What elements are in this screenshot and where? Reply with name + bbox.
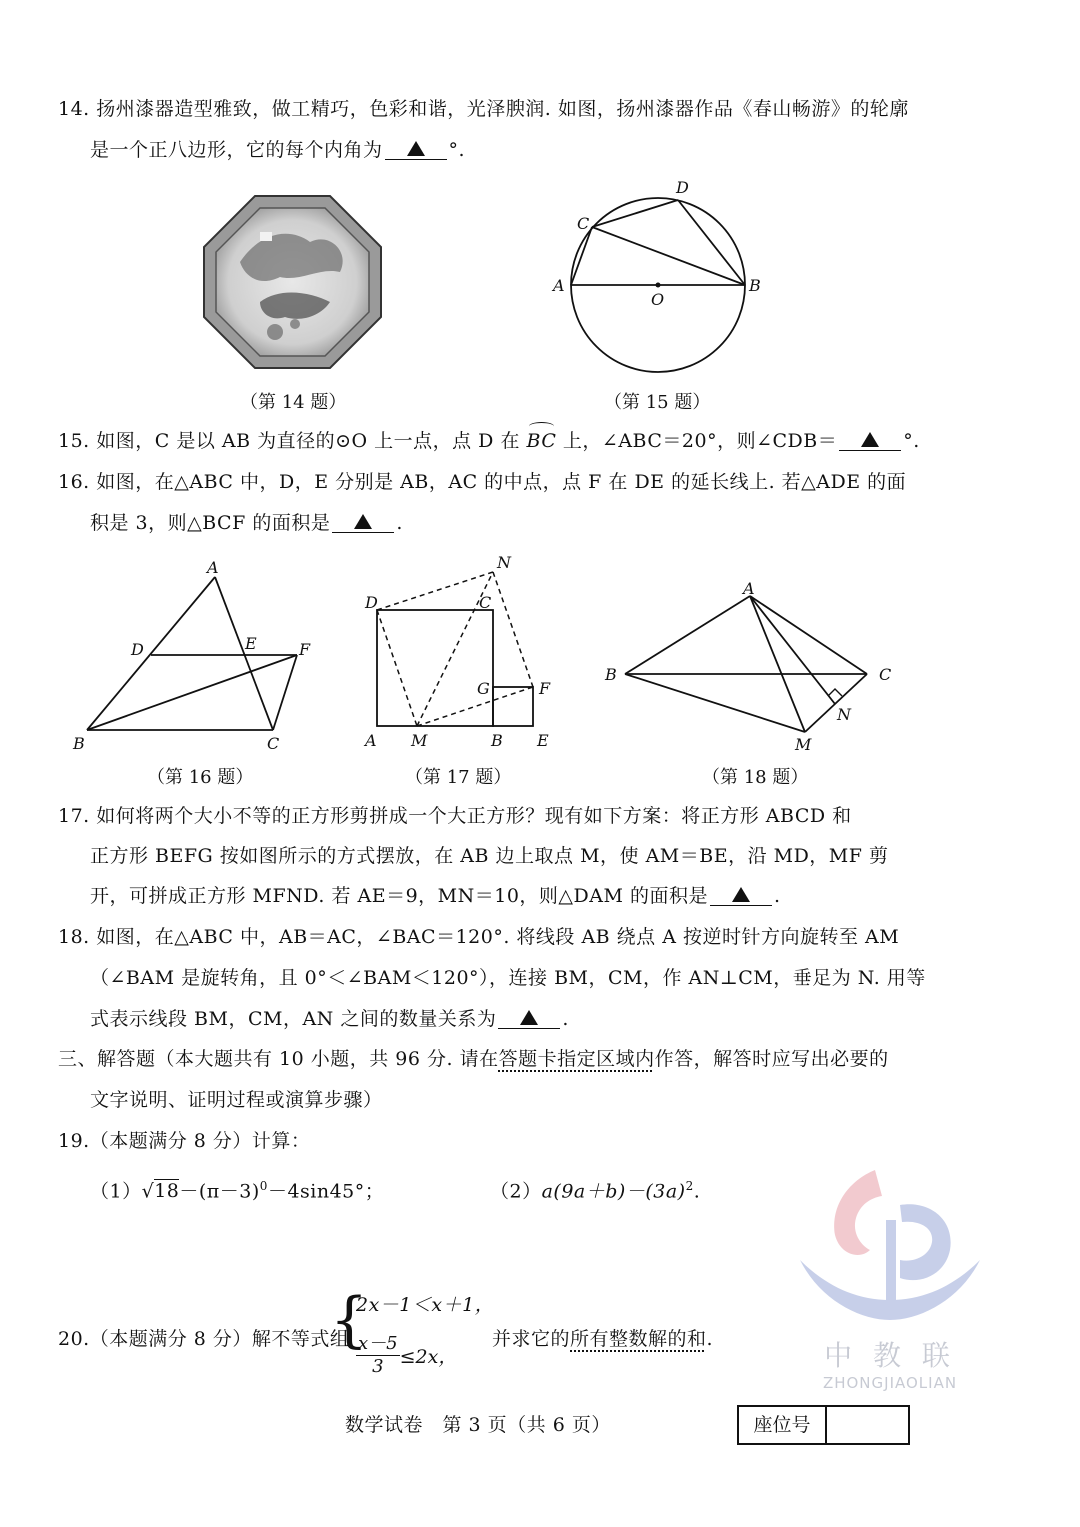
- q19-p1-tail: －4sin45°；: [267, 1180, 385, 1203]
- section3-line2: 文字说明、证明过程或演算步骤）: [90, 1089, 383, 1111]
- triangle-icon: [861, 432, 879, 447]
- triangle-figure-16: [65, 555, 325, 755]
- section3-emphasis: 答题卡指定区域内: [498, 1048, 655, 1070]
- q20-ineq2-tail: ≤2x，: [399, 1346, 458, 1368]
- q19-p1-exp: 0: [259, 1179, 268, 1193]
- q20-ineq2: [356, 1333, 457, 1378]
- seat-number-box: [737, 1405, 910, 1445]
- answer-blank: [710, 883, 772, 906]
- brace-icon: {: [330, 1285, 369, 1355]
- caption-fig14: （第 14 题）: [240, 392, 347, 413]
- zhongjiaolian-watermark-logo: [790, 1160, 990, 1390]
- label-F: F: [539, 679, 551, 698]
- label-B: B: [491, 731, 503, 750]
- label-C: C: [577, 214, 590, 233]
- q15-text-mid: 上，∠ABC＝20°，则∠CDB＝: [556, 430, 838, 452]
- q20-fraction: [356, 1333, 400, 1378]
- caption-fig17: （第 17 题）: [405, 767, 512, 788]
- q19-p1-radicand: 18: [154, 1180, 180, 1203]
- octagon-lacquer-figure: [200, 192, 385, 372]
- q15-text-post: °.: [903, 430, 920, 452]
- q17-line3-end: .: [773, 885, 781, 907]
- q19-part1: [90, 1173, 384, 1204]
- q17-line2: 正方形 BEFG 按如图所示的方式摆放，在 AB 边上取点 M，使 AM＝BE，沿 MD，MF 剪: [90, 845, 889, 867]
- watermark-en: ZHONGJIAOLIAN: [822, 1374, 958, 1392]
- triangle-icon: [520, 1010, 538, 1025]
- watermark-cn: 中 教 联: [824, 1339, 956, 1372]
- q19-p1-label: （1）: [90, 1180, 142, 1203]
- label-B: B: [605, 665, 617, 684]
- q18-line2: （∠BAM 是旋转角，且 0°＜∠BAM＜120°），连接 BM，CM，作 AN⊥CM，垂足为 N. 用等: [90, 967, 926, 989]
- label-O: O: [651, 290, 665, 309]
- triangle-icon: [407, 141, 425, 156]
- label-A: A: [365, 731, 377, 750]
- q20-ineq1: 2x－1＜x＋1，: [356, 1294, 495, 1316]
- answer-blank: [498, 1006, 560, 1029]
- caption-fig15: （第 15 题）: [604, 392, 711, 413]
- squares-figure-17: [355, 550, 570, 755]
- label-B: B: [73, 734, 85, 753]
- sqrt-icon: √: [141, 1180, 155, 1203]
- triangle-icon: [354, 514, 372, 529]
- section3-text-pre: 三、解答题（本大题共有 10 小题，共 96 分. 请在: [58, 1048, 499, 1070]
- q14-degree: °.: [448, 139, 466, 161]
- caption-fig16: （第 16 题）: [147, 767, 254, 788]
- triangle-icon: [732, 887, 750, 902]
- label-E: E: [537, 731, 549, 750]
- label-M: M: [795, 735, 812, 754]
- seat-number-field[interactable]: [827, 1407, 908, 1443]
- circle-figure-15: [545, 175, 770, 385]
- label-C: C: [479, 593, 492, 612]
- watermark-emblem-icon: [790, 1160, 990, 1330]
- q19-p2-label: （2）: [490, 1180, 542, 1203]
- label-C: C: [267, 734, 280, 753]
- label-M: M: [411, 731, 428, 750]
- label-C: C: [879, 665, 892, 684]
- q17-line3-text: 开，可拼成正方形 MFND. 若 AE＝9，MN＝10，则△DAM 的面积是: [90, 885, 708, 907]
- label-E: E: [245, 634, 257, 653]
- q16-line2: [90, 510, 403, 536]
- triangle-figure-18: [595, 578, 905, 758]
- q19-p1-rest: －(π－3): [179, 1180, 260, 1203]
- q15-line: [58, 428, 920, 454]
- section3-line1: [58, 1046, 889, 1072]
- answer-blank: [839, 428, 901, 451]
- seat-label: 座位号: [739, 1407, 827, 1443]
- q15-text-pre: 15. 如图，C 是以 AB 为直径的⊙O 上一点，点 D 在: [58, 430, 527, 452]
- q17-line1: 17. 如何将两个大小不等的正方形剪拼成一个大正方形？现有如下方案：将正方形 ABCD 和: [58, 805, 852, 827]
- page-footer: 数学试卷 第 3 页（共 6 页）: [345, 1414, 611, 1436]
- label-A: A: [207, 558, 219, 577]
- q19-p2-expr: a(9a＋b)－(3a): [541, 1180, 686, 1203]
- q20-post: [492, 1326, 713, 1352]
- label-F: F: [299, 640, 311, 659]
- label-N: N: [837, 705, 851, 724]
- q18-line1: 18. 如图，在△ABC 中，AB＝AC，∠BAC＝120°. 将线段 AB 绕点 A 按逆时针方向旋转至 AM: [58, 926, 900, 948]
- q20-post-emphasis: 所有整数解的和: [570, 1328, 707, 1350]
- q19-p2-exp: 2: [685, 1179, 694, 1193]
- label-D: D: [365, 593, 378, 612]
- q16-line2-text: 积是 3，则△BCF 的面积是: [90, 512, 331, 534]
- q14-line2-text: 是一个正八边形，它的每个内角为: [90, 139, 383, 161]
- caption-fig18: （第 18 题）: [702, 767, 809, 788]
- label-A: A: [743, 579, 755, 598]
- q20-frac-num: x－5: [358, 1333, 398, 1354]
- answer-blank: [332, 510, 394, 533]
- label-N: N: [497, 553, 511, 572]
- q18-line3: [90, 1006, 569, 1032]
- q19-title: 19.（本题满分 8 分）计算：: [58, 1130, 311, 1152]
- q14-line1: 14. 扬州漆器造型雅致，做工精巧，色彩和谐，光泽腴润. 如图，扬州漆器作品《春山畅游》的轮廓: [58, 98, 909, 120]
- q20-pre: 20.（本题满分 8 分）解不等式组: [58, 1328, 350, 1350]
- q19-p2-tail: .: [693, 1180, 701, 1203]
- q16-line2-end: .: [396, 512, 403, 534]
- q18-line3-text: 式表示线段 BM，CM，AN 之间的数量关系为: [90, 1008, 497, 1030]
- q16-line1: 16. 如图，在△ABC 中，D，E 分别是 AB，AC 的中点，点 F 在 DE 的延长线上. 若△ADE 的面: [58, 471, 907, 493]
- q20-frac-den: 3: [372, 1356, 384, 1377]
- label-D: D: [676, 178, 689, 197]
- label-D: D: [131, 640, 144, 659]
- label-B: B: [749, 276, 761, 295]
- q17-line3: [90, 883, 781, 909]
- arc-bc: BC: [526, 430, 557, 452]
- answer-blank: [385, 137, 447, 160]
- label-G: G: [477, 679, 490, 698]
- q19-part2: [490, 1173, 700, 1204]
- q20-post-tail: .: [706, 1328, 714, 1350]
- q14-line2: [90, 137, 465, 163]
- q20-post-pre: 并求它的: [492, 1328, 571, 1350]
- q18-line3-end: .: [562, 1008, 569, 1030]
- section3-text-post: 作答，解答时应写出必要的: [654, 1048, 889, 1070]
- label-A: A: [553, 276, 565, 295]
